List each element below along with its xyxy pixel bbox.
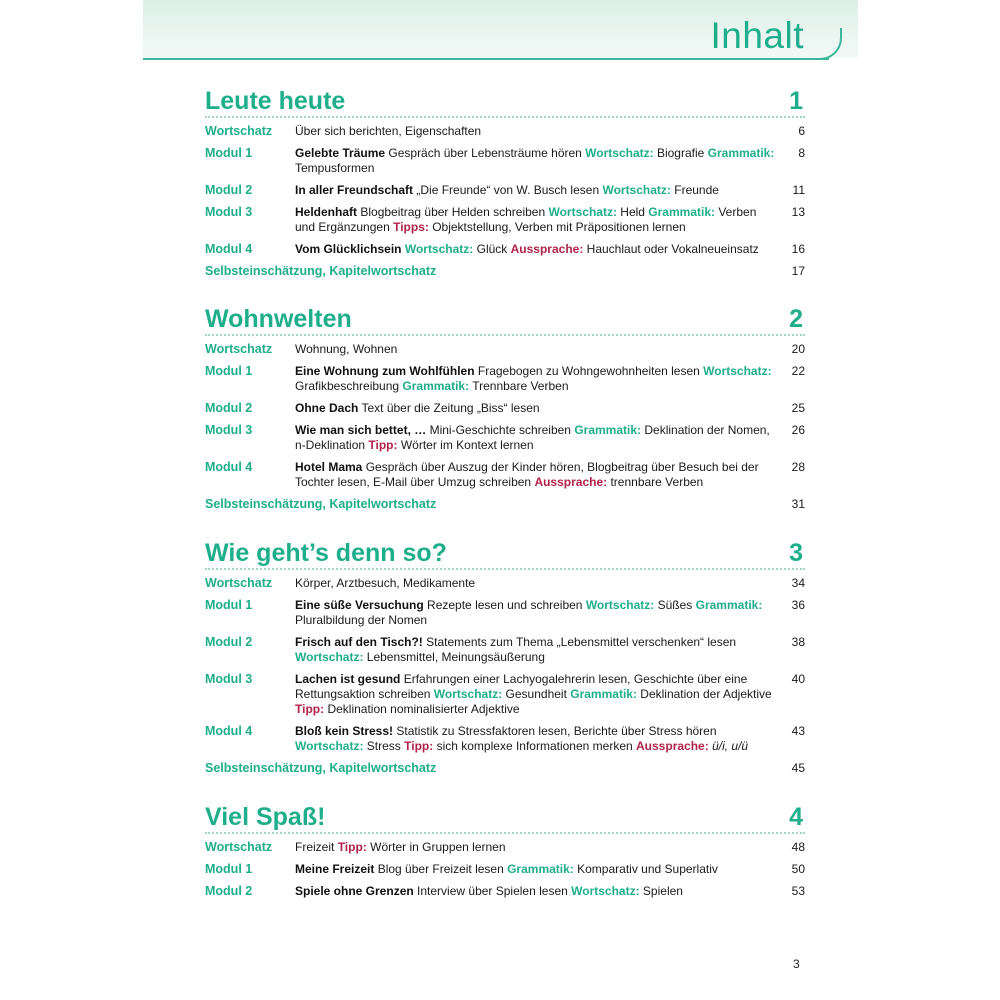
toc-page-number: 16 <box>791 242 805 256</box>
toc-page-number: 25 <box>791 401 805 415</box>
section-keyword: Wortschatz: <box>585 598 655 612</box>
description-text: Freizeit <box>295 840 338 854</box>
description-text: Statements zum Thema „Lebensmittel verschenken“ lesen <box>422 635 737 649</box>
toc-row[interactable] <box>205 635 805 665</box>
toc-row-description <box>295 460 775 490</box>
toc-row-description <box>295 576 775 591</box>
header-rule <box>143 58 829 60</box>
description-text: Statistik zu Stressfaktoren lesen, Berichte über Stress hören <box>393 724 717 738</box>
section-keyword: Aussprache: <box>636 739 709 753</box>
toc-row-label: Selbsteinschätzung, Kapitelwortschatz <box>205 264 437 278</box>
section-keyword: Wortschatz: <box>703 364 772 378</box>
toc-row[interactable] <box>205 840 805 855</box>
toc-row[interactable] <box>205 761 805 776</box>
module-title: Wie man sich bettet, … <box>295 423 427 437</box>
description-text: Körper, Arztbesuch, Medikamente <box>295 576 476 590</box>
module-title: Vom Glücklichsein <box>295 242 402 256</box>
toc-row-label: Modul 4 <box>205 724 253 738</box>
toc-row-description <box>295 364 775 394</box>
toc-row-label: Modul 3 <box>205 672 253 686</box>
module-title: Meine Freizeit <box>295 862 375 876</box>
section-keyword: Grammatik: <box>507 862 574 876</box>
description-text: Lebensmittel, Meinungsäußerung <box>363 650 545 664</box>
unit-title: Viel Spaß! <box>205 803 326 831</box>
description-text: Pluralbildung der Nomen <box>295 613 428 627</box>
toc-page-number: 34 <box>791 576 805 590</box>
toc-page-number: 36 <box>791 598 805 612</box>
toc-row-description <box>295 724 775 754</box>
description-text: Wohnung, Wohnen <box>295 342 398 356</box>
description-text: Hauchlaut oder Vokalneueinsatz <box>583 242 759 256</box>
description-text: „Die Freunde“ von W. Busch lesen <box>413 183 603 197</box>
toc-row[interactable] <box>205 724 805 754</box>
description-text: Glück <box>473 242 511 256</box>
toc-row-description <box>295 635 775 665</box>
description-text: Grafikbeschreibung <box>295 379 403 393</box>
module-title: Lachen ist gesund <box>295 672 401 686</box>
toc-page-number: 28 <box>791 460 805 474</box>
unit-number: 2 <box>789 305 803 333</box>
toc-page-number: 45 <box>791 761 805 775</box>
unit-leute-heute <box>205 82 805 279</box>
toc-row-label: Wortschatz <box>205 124 273 138</box>
description-text: Tempusformen <box>295 161 375 175</box>
section-keyword: Grammatik: <box>574 423 642 437</box>
toc-row-label: Modul 2 <box>205 635 253 649</box>
description-text: Held <box>616 205 649 219</box>
module-title: In aller Freundschaft <box>295 183 414 197</box>
toc-page-number: 26 <box>791 423 805 437</box>
description-text: Deklination nominalisierter Adjektive <box>324 702 520 716</box>
toc-row-description <box>295 423 775 453</box>
toc-row-label: Modul 1 <box>205 146 253 160</box>
toc-page-number: 6 <box>798 124 805 138</box>
description-text: Blog über Freizeit lesen <box>374 862 508 876</box>
toc-row-description <box>295 401 775 416</box>
section-keyword: Wortschatz: <box>571 884 640 898</box>
section-keyword: Grammatik: <box>570 687 637 701</box>
toc-row-description <box>295 862 775 877</box>
description-text: Freunde <box>670 183 719 197</box>
toc-row[interactable] <box>205 242 805 257</box>
description-text: Text über die Zeitung „Biss“ lesen <box>358 401 540 415</box>
toc-row-label: Modul 3 <box>205 423 253 437</box>
section-keyword: Tipp: <box>295 702 325 716</box>
module-title: Gelebte Träume <box>295 146 386 160</box>
toc-page-number: 48 <box>791 840 805 854</box>
toc-row-label: Selbsteinschätzung, Kapitelwortschatz <box>205 497 437 511</box>
toc-row-label: Modul 4 <box>205 460 253 474</box>
unit-header <box>205 798 805 834</box>
section-keyword: Grammatik: <box>402 379 470 393</box>
unit-title: Wohnwelten <box>205 305 352 333</box>
section-keyword: Wortschatz: <box>548 205 617 219</box>
toc-row-label: Wortschatz <box>205 342 273 356</box>
unit-title: Leute heute <box>205 87 346 115</box>
toc-row[interactable] <box>205 124 805 139</box>
toc-row-description <box>295 146 775 176</box>
description-text: Stress <box>363 739 405 753</box>
section-keyword: Tipp: <box>337 840 367 854</box>
section-keyword: Wortschatz: <box>585 146 654 160</box>
description-text: Fragebogen zu Wohngewohnheiten lesen <box>474 364 704 378</box>
toc-page-number: 31 <box>791 497 805 511</box>
description-text: Spielen <box>639 884 683 898</box>
module-title: Hotel Mama <box>295 460 363 474</box>
toc-row[interactable] <box>205 497 805 512</box>
toc-row-label: Wortschatz <box>205 840 273 854</box>
toc-row[interactable] <box>205 423 805 453</box>
toc-row-label: Modul 4 <box>205 242 253 256</box>
toc-row-label: Wortschatz <box>205 576 273 590</box>
toc-row[interactable] <box>205 884 805 899</box>
description-text: Erfahrungen einer Lachyogalehrerin lesen, Geschichte über eine Rettungsaktion schreiben <box>295 672 748 701</box>
toc-row-description <box>295 672 775 717</box>
description-text: Gespräch über Auszug der Kinder hören, Blogbeitrag über Besuch bei der Tochter lesen, E-Mail über Umzug schreiben <box>295 460 759 489</box>
module-title: Ohne Dach <box>295 401 359 415</box>
toc-row[interactable] <box>205 460 805 490</box>
unit-header <box>205 534 805 570</box>
section-keyword: Wortschatz: <box>295 650 364 664</box>
toc-page-number: 13 <box>791 205 805 219</box>
unit-number: 4 <box>789 803 803 831</box>
section-keyword: Grammatik: <box>648 205 715 219</box>
module-title: Heldenhaft <box>295 205 358 219</box>
module-title: Bloß kein Stress! <box>295 724 394 738</box>
section-keyword: Tipp: <box>368 438 398 452</box>
toc-page-number: 11 <box>792 183 805 197</box>
unit-viel-spass <box>205 798 805 899</box>
toc-row[interactable] <box>205 342 805 357</box>
section-keyword: Grammatik: <box>695 598 763 612</box>
toc-row-description <box>295 205 775 235</box>
description-text: Blogbeitrag über Helden schreiben <box>357 205 549 219</box>
toc-page-number: 53 <box>791 884 805 898</box>
section-keyword: Wortschatz: <box>602 183 671 197</box>
description-text: Deklination der Nomen, n-Deklination <box>295 423 770 452</box>
description-text: Gespräch über Lebensträume hören <box>385 146 586 160</box>
toc-page-number: 43 <box>791 724 805 738</box>
toc-page-number: 8 <box>798 146 805 160</box>
section-keyword: Aussprache: <box>534 475 608 489</box>
module-title: Spiele ohne Grenzen <box>295 884 414 898</box>
section-keyword: Wortschatz: <box>404 242 474 256</box>
description-text: Trennbare Verben <box>469 379 569 393</box>
toc-row-label: Modul 2 <box>205 884 253 898</box>
toc-row-label: Selbsteinschätzung, Kapitelwortschatz <box>205 761 437 775</box>
module-title: Eine süße Versuchung <box>295 598 424 612</box>
page-number: 3 <box>793 957 800 971</box>
toc-page-number: 50 <box>791 862 805 876</box>
toc-row[interactable] <box>205 576 805 591</box>
description-text: Über sich berichten, Eigenschaften <box>295 124 482 138</box>
toc-row-label: Modul 2 <box>205 183 253 197</box>
toc-row[interactable] <box>205 598 805 628</box>
description-text: Interview über Spielen lesen <box>413 884 572 898</box>
toc-row-description <box>295 124 775 139</box>
description-text: trennbare Verben <box>607 475 704 489</box>
unit-wie-gehts <box>205 534 805 776</box>
description-text: Deklination der Adjektive <box>636 687 772 701</box>
unit-wohnwelten <box>205 300 805 512</box>
description-text: Mini-Geschichte schreiben <box>426 423 575 437</box>
description-text: Objektstellung, Verben mit Präpositionen lernen <box>428 220 686 234</box>
description-text: Rezepte lesen und schreiben <box>423 598 586 612</box>
description-text: Wörter im Kontext lernen <box>397 438 534 452</box>
unit-header <box>205 82 805 118</box>
toc-row-label: Modul 3 <box>205 205 253 219</box>
toc-row-label: Modul 2 <box>205 401 253 415</box>
description-text: ü/i, u/ü <box>712 739 749 753</box>
unit-number: 1 <box>789 87 803 115</box>
section-keyword: Tipp: <box>404 739 434 753</box>
module-title: Frisch auf den Tisch?! <box>295 635 423 649</box>
toc-row[interactable] <box>205 146 805 176</box>
toc-row[interactable] <box>205 264 805 279</box>
description-text: sich komplexe Informationen merken <box>433 739 637 753</box>
toc-row-label: Modul 1 <box>205 598 253 612</box>
toc-row-label: Modul 1 <box>205 862 253 876</box>
toc-row-description <box>295 598 775 628</box>
description-text: Gesundheit <box>502 687 571 701</box>
toc-page-number: 20 <box>791 342 805 356</box>
toc-row-description <box>295 342 775 357</box>
description-text: Biografie <box>653 146 708 160</box>
toc-row[interactable] <box>205 205 805 235</box>
section-keyword: Grammatik: <box>707 146 775 160</box>
description-text: Verben und Ergänzungen <box>295 205 757 234</box>
toc-row-description <box>295 242 775 257</box>
toc-row[interactable] <box>205 401 805 416</box>
section-keyword: Tipps: <box>393 220 429 234</box>
toc-page-number: 17 <box>791 264 805 278</box>
toc-row[interactable] <box>205 672 805 717</box>
section-keyword: Wortschatz: <box>433 687 503 701</box>
description-text: Komparativ und Superlativ <box>573 862 718 876</box>
toc-page-number: 40 <box>791 672 805 686</box>
description-text: Süßes <box>654 598 696 612</box>
module-title: Eine Wohnung zum Wohlfühlen <box>295 364 475 378</box>
page-title: Inhalt <box>710 15 804 56</box>
section-keyword: Wortschatz: <box>295 739 364 753</box>
toc-row-label: Modul 1 <box>205 364 253 378</box>
section-keyword: Aussprache: <box>510 242 584 256</box>
toc-row[interactable] <box>205 364 805 394</box>
toc-page-number: 22 <box>791 364 805 378</box>
toc-page-number: 38 <box>791 635 805 649</box>
toc-row[interactable] <box>205 862 805 877</box>
unit-title: Wie geht’s denn so? <box>205 539 447 567</box>
unit-number: 3 <box>789 539 803 567</box>
toc-row-description <box>295 840 775 855</box>
description-text: Wörter in Gruppen lernen <box>366 840 506 854</box>
toc-row-description <box>295 183 775 198</box>
unit-header <box>205 300 805 336</box>
toc-row[interactable] <box>205 183 805 198</box>
toc-row-description <box>295 884 775 899</box>
